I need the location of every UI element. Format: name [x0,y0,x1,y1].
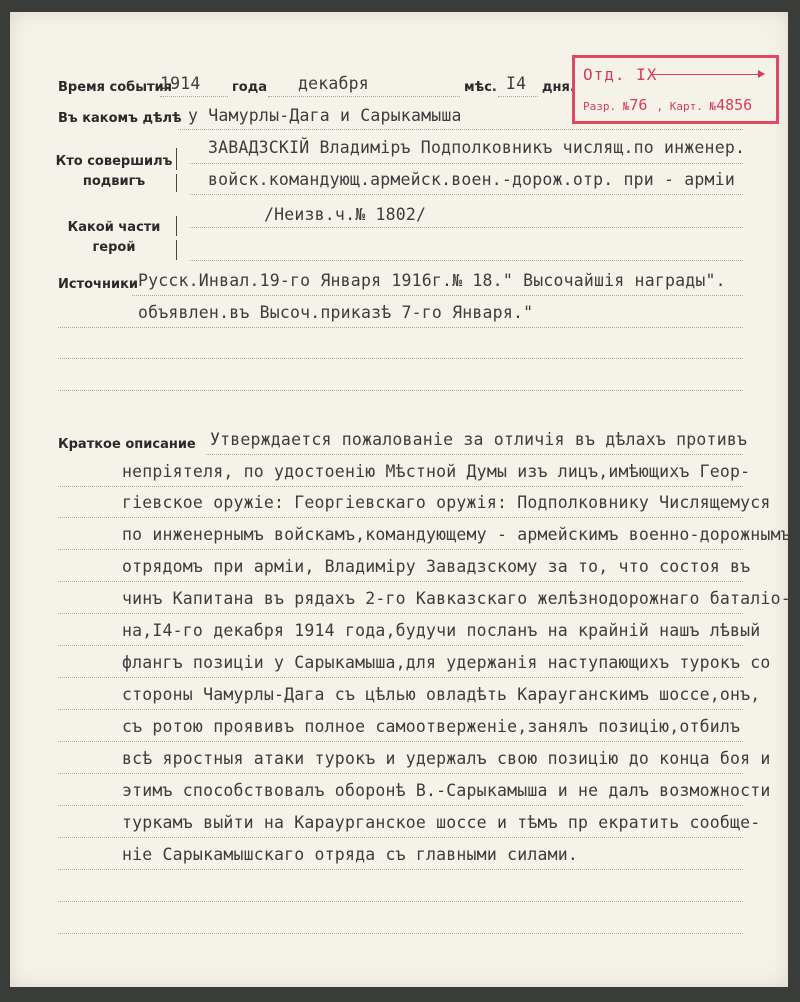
sources-value-1: Русск.Инвал.19-го Января 1916г.№ 18." Высочайшiя награды". [138,271,726,290]
description-rule [206,454,743,455]
year-word-label: года [232,80,267,95]
sources-line-1 [132,295,743,296]
who-label-line1: Кто совершилъ [55,154,173,169]
sources-label: Источники [58,277,138,292]
description-label: Краткое описание [58,437,196,452]
stamp-kart-label: , Карт. № [656,100,717,113]
month-line [268,96,460,97]
stamp-otd: Отд. IX [583,65,658,84]
who-label-line2: подвигъ [82,174,146,189]
description-line: Утверждается пожалованiе за отличiя въ дѣлахъ противъ [210,430,748,449]
description-line: на,I4-го декабря 1914 года,будучи посланъ на крайнiй нашъ лѣвый [122,621,761,640]
description-line: гiевское оружiе: Георгiевскаго оружiя: Подполковнику Числящемуся [122,493,771,512]
who-label [50,152,178,192]
stamp-arrow-icon [653,74,763,75]
archive-stamp [572,55,779,124]
description-rule [58,933,743,934]
description-rule [58,869,743,870]
battle-line [178,129,743,130]
unit-label [50,218,178,258]
month-word-label: мѣс. [464,80,497,95]
month-value: декабря [298,74,369,93]
who-value-1: ЗАВАДЗСКIЙ Владимiръ Подполковникъ числящ.по инженер. [208,138,746,157]
unit-value: /Неизв.ч.№ 1802/ [264,205,427,224]
unit-line-1 [190,227,743,228]
battle-label: Въ какомъ дѣлѣ [58,111,182,126]
blank-line-2 [58,390,743,391]
description-line: отрядомъ при армiи, Владимiру Завадзскому за то, что состоя въ [122,557,751,576]
who-line-1 [190,163,743,164]
year-value: 1914 [160,74,201,93]
time-label: Время события [58,80,172,95]
who-line-2 [190,194,743,195]
unit-bracket-bottom [176,240,177,260]
description-line: флангъ позицiи у Сарыкамыша,для удержанiя наступающихъ турокъ со [122,653,771,672]
description-rule [58,805,743,806]
unit-label-line2: герой [92,240,136,255]
description-line: непрiятеля, по удостоенiю Мѣстной Думы изъ лицъ,имѣющихъ Геор- [122,462,751,481]
year-line [160,96,228,97]
description-rule [58,645,743,646]
description-rule [58,486,743,487]
description-rule [58,517,743,518]
who-value-2: войск.командующ.армейск.воен.-дорож.отр. при - армiи [208,170,735,189]
description-rule [58,901,743,902]
archive-card [10,12,791,987]
sources-value-2: объявлен.въ Высоч.приказѣ 7-го Января." [138,303,534,322]
unit-label-line1: Какой части [67,220,161,235]
description-rule [58,709,743,710]
description-line: стороны Чамурлы-Дага съ цѣлью овладѣть Карауганскимъ шоссе,онъ, [122,685,761,704]
description-rule [58,549,743,550]
unit-line-2 [190,260,743,261]
stamp-numbers [583,96,752,114]
description-rule [58,613,743,614]
stamp-kart: 4856 [716,96,753,114]
description-rule [58,837,743,838]
description-line: по инженернымъ войскамъ,командующему - армейскимъ военно-дорожнымъ [122,525,791,544]
description-line: чинъ Капитана въ рядахъ 2-го Кавказскаго желѣзнодорожнаго баталiо- [122,589,791,608]
description-rule [58,741,743,742]
day-word-label: дня. [542,80,575,95]
blank-line-1 [58,358,743,359]
who-bracket-top [176,148,177,170]
description-rule [58,581,743,582]
stamp-razr: 76 [629,96,648,114]
day-value: I4 [506,74,527,93]
stamp-razr-label: Разр. № [583,100,630,113]
description-rule [58,773,743,774]
description-line: туркамъ выйти на Караурганское шоссе и тѣмъ пр екратить сообще- [122,813,761,832]
sources-line-2 [58,327,743,328]
description-line: съ ротою проявивъ полное самоотверженiе,занялъ позицiю,отбилъ [122,717,741,736]
description-line: этимъ способствовалъ оборонѣ В.-Сарыкамыша и не далъ возможности [122,781,771,800]
description-line: всѣ яростныя атаки турокъ и удержалъ свою позицiю до конца боя и [122,749,771,768]
description-rule [58,677,743,678]
description-line: нiе Сарыкамышскаго отряда съ главными силами. [122,845,579,864]
battle-value: у Чамурлы-Дага и Сарыкамыша [188,106,462,125]
day-line [498,96,538,97]
unit-bracket-top [176,216,177,236]
who-bracket-bottom [176,174,177,192]
